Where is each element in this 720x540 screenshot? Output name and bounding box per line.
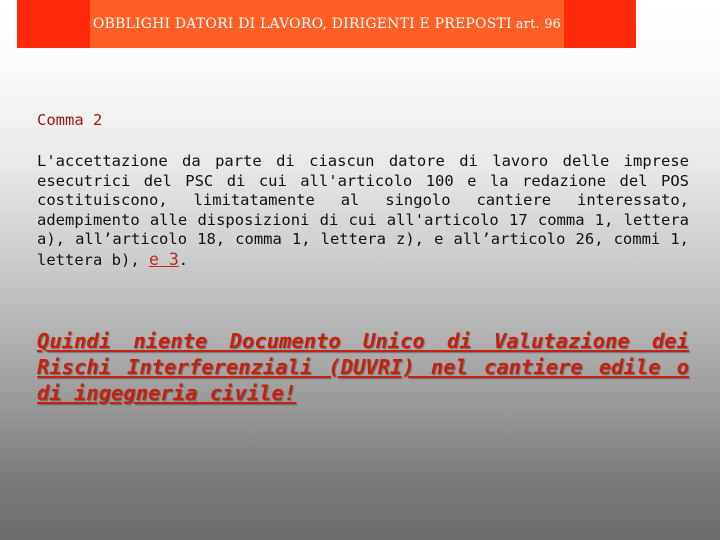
article-reference: art. 96 bbox=[515, 17, 562, 32]
law-paragraph bbox=[37, 152, 689, 270]
comma-label: Comma 2 bbox=[37, 111, 103, 129]
law-paragraph-text: L'accettazione da parte di ciascun datore di lavoro delle imprese esecutrici del PSC di cui all'articolo 100 e la redazione del POS costituiscono, limitatamente al singolo cantiere interessato, adempimento alle disposizioni di cui all'articolo 17 comma 1, lettera a), all’articolo 18, comma 1, lettera z), e all’articolo 26, commi 1, lettera b), bbox=[37, 152, 689, 269]
comma-3-link[interactable]: e 3 bbox=[148, 249, 179, 269]
conclusion-text: Quindi niente Documento Unico di Valutazione dei Rischi Interferenziali (DUVRI) nel cantiere edile o di ingegneria civile! bbox=[37, 329, 689, 405]
law-paragraph-end: . bbox=[178, 250, 189, 269]
title-bar bbox=[17, 0, 636, 48]
slide-title bbox=[93, 16, 561, 32]
slide-title-text: OBBLIGHI DATORI DI LAVORO, DIRIGENTI E PREPOSTI bbox=[92, 16, 512, 32]
title-banner bbox=[90, 0, 564, 48]
